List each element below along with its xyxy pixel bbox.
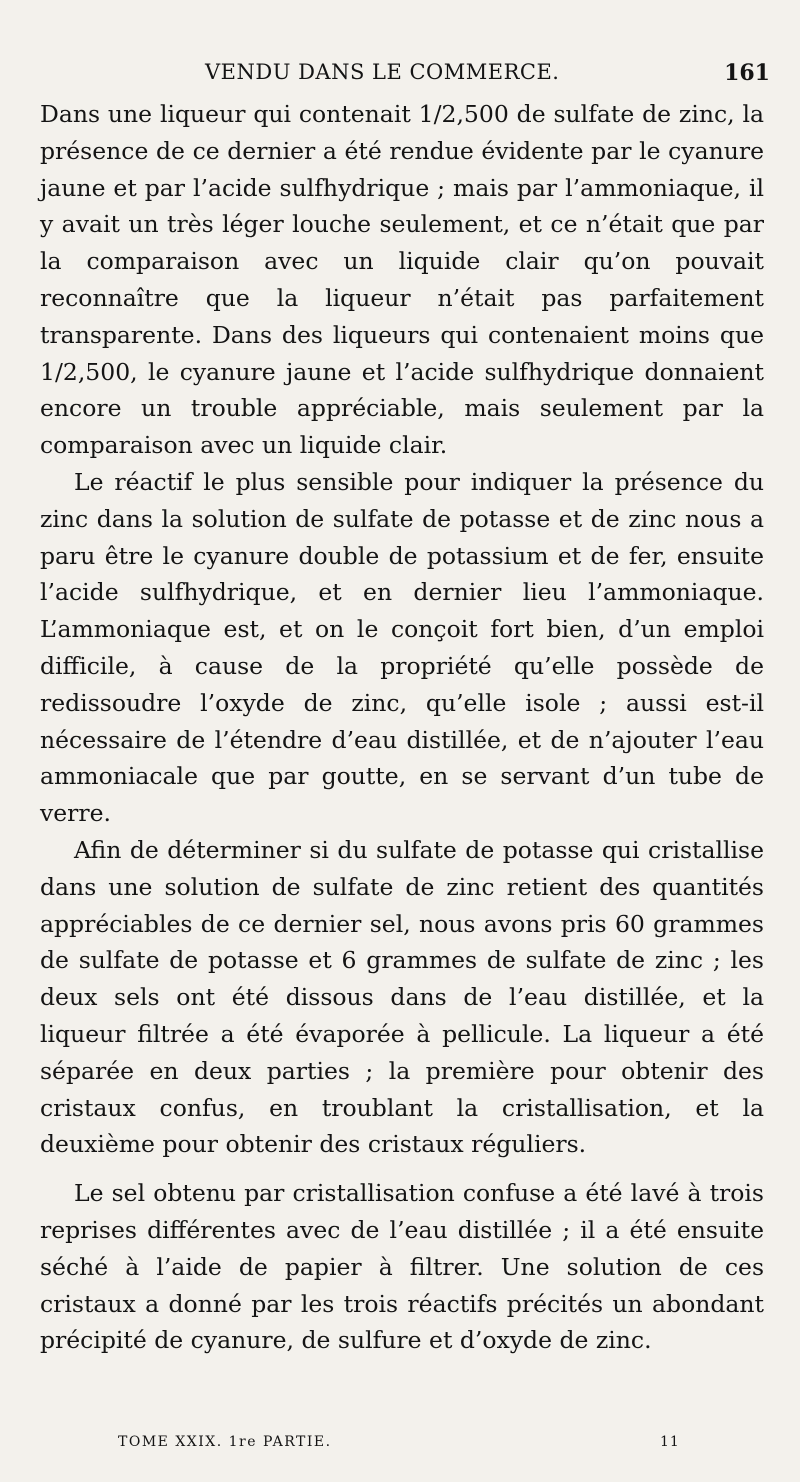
paragraph-3: Afin de déterminer si du sulfate de potasse qui cristallise dans une solution de sulfate de zinc retient des quantités appréciables de ce dernier sel, nous avons pris 60 grammes de sulfate de potasse et 6 grammes de sulfate de zinc ; les deux sels ont été dissous dans de l’eau distillée, et la liqueur filtrée a été évaporée à pellicule. La liqueur a été séparée en deux parties ; la première pour obtenir des cristaux confus, en troublant la cristallisation, et la deuxième pour obtenir des cristaux réguliers. (40, 835, 764, 1159)
running-title: VENDU DANS LE COMMERCE. (205, 60, 560, 84)
body-text (40, 96, 764, 1359)
paragraph-1: Dans une liqueur qui contenait 1/2,500 de sulfate de zinc, la présence de ce dernier a été rendue évidente par le cyanure jaune et par l’acide sulfhydrique ; mais par l’ammoniaque, il y avait un très léger louche seulement, et ce n’était que par la comparaison avec un liquide clair qu’on pouvait reconnaître que la liqueur n’était pas parfaitement transparente. Dans des liqueurs qui contenaient moins que 1/2,500, le cyanure jaune et l’acide sulfhydrique donnaient encore un trouble appréciable, mais seulement par la comparaison avec un liquide clair. (40, 100, 764, 460)
running-head (0, 60, 800, 90)
page-footer (0, 1434, 800, 1458)
paragraph-4: Le sel obtenu par cristallisation confuse a été lavé à trois reprises différentes avec de l’eau distillée ; il a été ensuite séché à l’aide de papier à filtrer. Une solution de ces cristaux a donné par les trois réactifs précités un abondant précipité de cyanure, de sulfure et d’oxyde de zinc. (40, 1179, 764, 1355)
sheet-mark: 11 (660, 1434, 680, 1450)
paragraph-2: Le réactif le plus sensible pour indiquer la présence du zinc dans la solution de sulfate de potasse et de zinc nous a paru être le cyanure double de potassium et de fer, ensuite l’acide sulfhydrique, et en dernier lieu l’ammoniaque. L’ammoniaque est, et on le conçoit fort bien, d’un emploi difficile, à cause de la propriété qu’elle possède de redissoudre l’oxyde de zinc, qu’elle isole ; aussi est-il nécessaire de l’étendre d’eau distillée, et de n’ajouter l’eau ammoniacale que par goutte, en se servant d’un tube de verre. (40, 467, 764, 828)
page-number: 161 (724, 60, 770, 86)
signature-line: TOME XXIX. 1re PARTIE. (118, 1434, 332, 1450)
